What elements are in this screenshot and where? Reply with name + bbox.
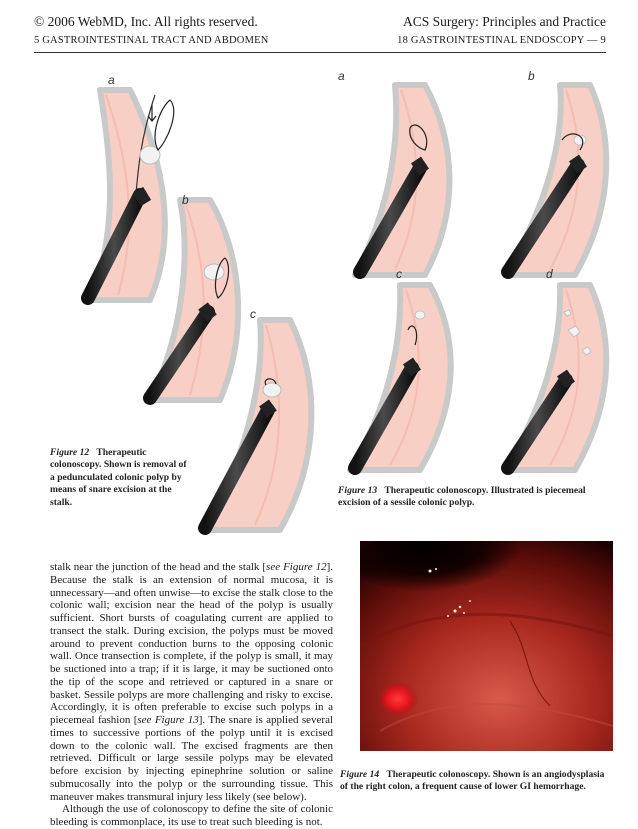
figure12-caption <box>50 447 190 509</box>
figure12-label-c: c <box>250 307 256 321</box>
figure13-panel-d <box>505 267 606 470</box>
figure13-label-b: b <box>528 69 535 83</box>
figure12-reference: see Figure 12 <box>266 561 327 573</box>
figure13-label-a: a <box>338 69 345 83</box>
figure14-caption-text: Therapeutic colonoscopy. Shown is an angiodysplasia of the right colon, a frequent cause of lower GI hemorrhage. <box>340 769 605 793</box>
section-heading: 5 GASTROINTESTINAL TRACT AND ABDOMEN <box>34 35 269 46</box>
figure13-caption <box>338 485 608 510</box>
figure14-caption-label: Figure 14 <box>340 769 380 780</box>
figure13-caption-label: Figure 13 <box>338 485 378 496</box>
copyright-notice: © 2006 WebMD, Inc. All rights reserved. <box>34 14 258 29</box>
body-text <box>50 561 333 829</box>
figure13-panel-a <box>338 69 449 275</box>
body-p1-part-c: ]. The snare is applied several times to successive portions of the polyp until it is excised down to the colonic wall. The excised fragments are then retrieved. Difficult or large sessile polyps may be elevated before excision by injecting epinephrine solution or saline submucosally into the polyp or the surrounding tissue. This maneuver makes transmural injury less likely (see below). <box>50 714 334 803</box>
figure12-panel-a <box>88 73 174 300</box>
figure13-panel-c <box>350 267 451 470</box>
figure13-label-d: d <box>546 267 553 281</box>
figure12-caption-text: Therapeutic colonoscopy. Shown is removal of a pedunculated colonic polyp by means of snare excision at the stalk. <box>50 447 187 508</box>
body-paragraph-1 <box>50 561 333 803</box>
figure12-label-b: b <box>182 193 189 207</box>
figure12-label-a: a <box>108 73 115 87</box>
figure13-reference: see Figure 13 <box>137 714 199 726</box>
body-paragraph-2: Although the use of colonoscopy to define the site of colonic bleeding is commonplace, its use to treat such bleeding is not. <box>50 803 333 828</box>
body-p1-part-a: stalk near the junction of the head and the stalk [ <box>50 561 267 573</box>
figure13-caption-text: Therapeutic colonoscopy. Illustrated is piecemeal excision of a sessile colonic polyp. <box>338 485 586 509</box>
body-p1-part-b: ]. Because the stalk is an extension of normal mucosa, it is unnecessary—and often unwise—to excise the stalk close to the colonic wall; excision near the head of the polyp is usually sufficient. Short bursts of coagulating current are applied to transect the stalk. During excision, the polyps must be moved around to prevent conduction burns to the opposing colonic wall. Once transection is complete, if the polyp is small, it may be suctioned into a trap; if it is large, it may be suctioned onto the tip of the scope and retrieved or captured in a snare or basket. Sessile polyps are more challenging and risky to excise. Accordingly, it is often preferable to excise such polyps in a piecemeal fashion [ <box>50 561 333 726</box>
figure14-caption <box>340 769 610 794</box>
figure14-endoscopy-photo <box>360 541 613 751</box>
figure12-caption-label: Figure 12 <box>50 447 90 458</box>
figure13-label-c: c <box>396 267 402 281</box>
chapter-heading: 18 GASTROINTESTINAL ENDOSCOPY — 9 <box>397 35 606 46</box>
book-title: ACS Surgery: Principles and Practice <box>403 14 606 29</box>
figure13-panel-b <box>505 69 606 275</box>
